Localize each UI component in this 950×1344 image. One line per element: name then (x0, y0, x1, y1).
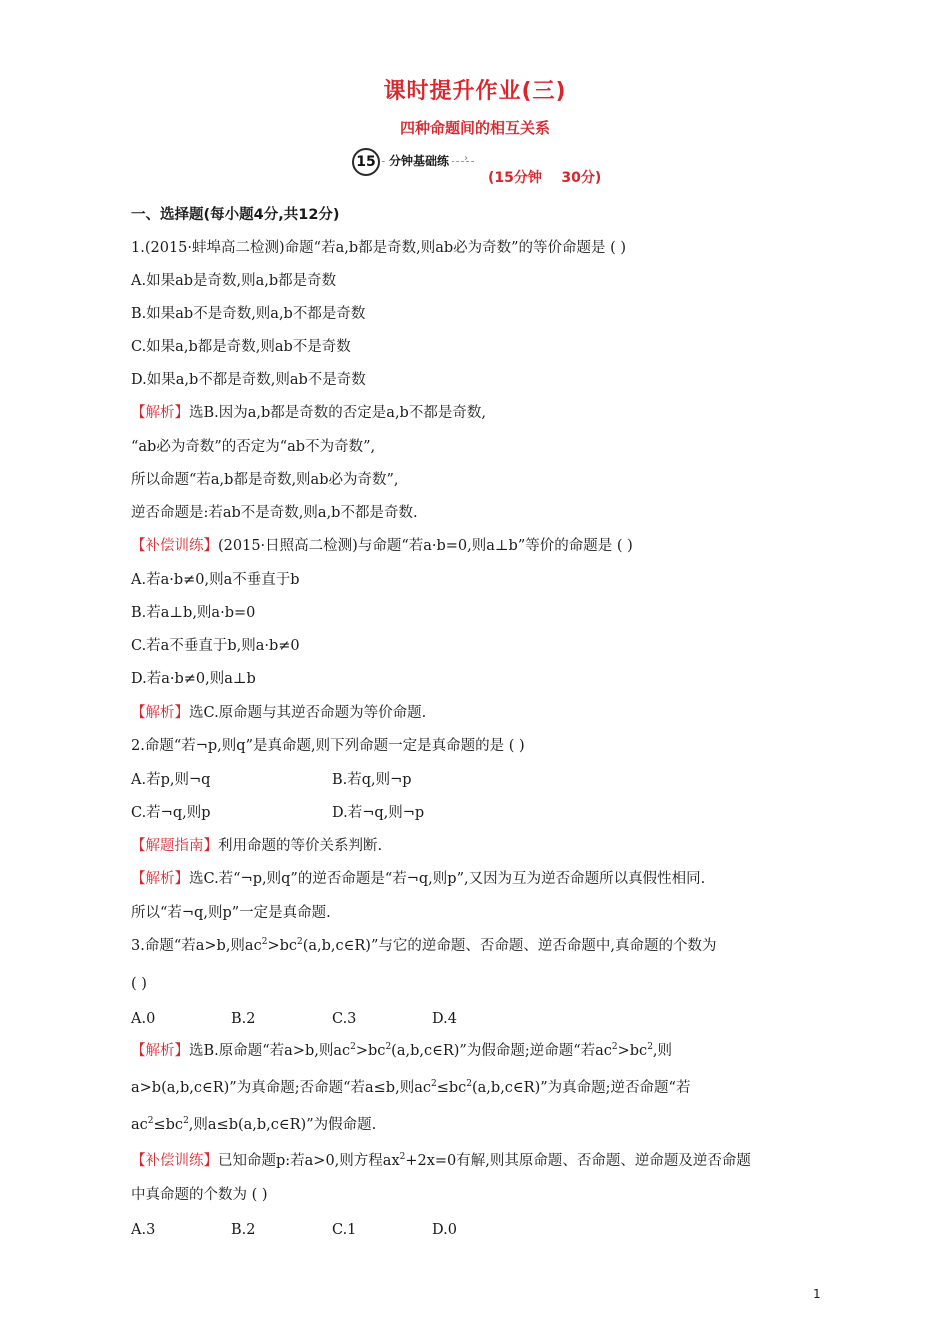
q3-option-b: B.2 (231, 1011, 256, 1027)
q2-option-c: C.若¬q,则p (131, 805, 211, 821)
analysis-tag: 【解析】 (131, 1043, 189, 1059)
q2-option-a: A.若p,则¬q (131, 772, 211, 788)
q3-option-a: A.0 (131, 1011, 156, 1027)
q1-analysis-line-4: 逆否命题是:若ab不是奇数,则a,b不都是奇数. (131, 505, 418, 521)
extra-tag: 【补偿训练】 (131, 538, 218, 554)
badge-number: 15 (352, 148, 380, 176)
section-badge (352, 148, 474, 176)
superscript: 2 (466, 1079, 472, 1090)
chevron-right-icon: › (464, 153, 468, 164)
q1-analysis-line-2: “ab必为奇数”的否定为“ab不为奇数”, (131, 439, 376, 455)
analysis-text: >bc (355, 1043, 386, 1059)
q3-stem-part: >bc (267, 938, 297, 954)
extra1-option-a: A.若a·b≠0,则a不垂直于b (131, 572, 300, 588)
q2-analysis-line-2: 所以“若¬q,则p”一定是真命题. (131, 905, 331, 921)
analysis-text: 选B.原命题“若a>b,则ac (189, 1043, 351, 1059)
superscript: 2 (261, 937, 268, 948)
analysis-text: 选B.因为a,b都是奇数的否定是a,b不都是奇数, (189, 405, 486, 421)
badge-label: 分钟基础练 (386, 153, 452, 169)
extra1-option-b: B.若a⊥b,则a·b=0 (131, 605, 256, 621)
extra-stem-text: (2015·日照高二检测)与命题“若a·b=0,则a⊥b”等价的命题是 ( ) (218, 538, 633, 554)
q1-option-c: C.如果a,b都是奇数,则ab不是奇数 (131, 339, 351, 355)
analysis-text: 选C.若“¬p,则q”的逆否命题是“若¬q,则p”,又因为互为逆否命题所以真假性相同. (189, 871, 706, 887)
superscript: 2 (385, 1042, 392, 1053)
q3-option-d: D.4 (432, 1011, 457, 1027)
extra-stem-text: +2x=0有解,则其原命题、否命题、逆命题及逆否命题 (405, 1153, 751, 1169)
extra1-stem (131, 535, 633, 557)
analysis-tag: 【解析】 (131, 705, 189, 721)
analysis-text: 选C.原命题与其逆否命题为等价命题. (189, 705, 427, 721)
q2-option-d: D.若¬q,则¬p (332, 805, 425, 821)
q1-analysis (131, 402, 486, 424)
q3-analysis (131, 1040, 672, 1062)
superscript: 2 (430, 1079, 437, 1090)
analysis-text: (a,b,c∈R)”为假命题;逆命题“若ac (391, 1043, 612, 1059)
section-heading: 一、选择题(每小题4分,共12分) (131, 207, 340, 223)
extra1-option-c: C.若a不垂直于b,则a·b≠0 (131, 638, 300, 654)
extra-tag: 【补偿训练】 (131, 1153, 218, 1169)
analysis-text: >bc (617, 1043, 648, 1059)
analysis-tag: 【解析】 (131, 871, 189, 887)
analysis-text: a>b(a,b,c∈R)”为真命题;否命题“若a≤b,则ac (131, 1080, 431, 1096)
analysis-text: ,则a≤b(a,b,c∈R)”为假命题. (188, 1117, 377, 1133)
superscript: 2 (611, 1042, 618, 1053)
analysis-text: (a,b,c∈R)”为真命题;逆否命题“若 (472, 1080, 691, 1096)
extra-stem-text: 已知命题p:若a>0,则方程ax (218, 1153, 400, 1169)
extra2-stem-line-2: 中真命题的个数为 ( ) (131, 1187, 268, 1203)
guide-tag: 【解题指南】 (131, 838, 218, 854)
extra2-option-b: B.2 (231, 1222, 256, 1238)
extra2-option-a: A.3 (131, 1222, 156, 1238)
q3-option-c: C.3 (332, 1011, 357, 1027)
q2-analysis (131, 868, 705, 890)
page-number: 1 (813, 1287, 821, 1301)
q3-stem (131, 935, 717, 957)
q3-answer-paren: ( ) (131, 976, 147, 992)
analysis-text: ac (131, 1117, 148, 1133)
q1-option-d: D.如果a,b不都是奇数,则ab不是奇数 (131, 372, 366, 388)
q2-option-b: B.若q,则¬p (332, 772, 412, 788)
guide-text: 利用命题的等价关系判断. (218, 838, 383, 854)
q2-stem: 2.命题“若¬p,则q”是真命题,则下列命题一定是真命题的是 ( ) (131, 738, 525, 754)
extra2-option-d: D.0 (432, 1222, 457, 1238)
q1-stem: 1.(2015·蚌埠高二检测)命题“若a,b都是奇数,则ab必为奇数”的等价命题是 ( ) (131, 240, 627, 256)
q1-option-b: B.如果ab不是奇数,则a,b不都是奇数 (131, 306, 366, 322)
analysis-text: ≤bc (153, 1117, 184, 1133)
page-subtitle: 四种命题间的相互关系 (399, 119, 550, 137)
superscript: 2 (399, 1152, 406, 1163)
superscript: 2 (183, 1116, 189, 1127)
superscript: 2 (647, 1042, 653, 1053)
extra2-option-c: C.1 (332, 1222, 357, 1238)
analysis-text: ,则 (652, 1043, 673, 1059)
superscript: 2 (350, 1042, 356, 1053)
q2-guide (131, 835, 382, 857)
q3-analysis-line-3 (131, 1114, 376, 1136)
analysis-tag: 【解析】 (131, 405, 189, 421)
q3-analysis-line-2 (131, 1077, 690, 1099)
q3-stem-part: 3.命题“若a>b,则ac (131, 938, 262, 954)
extra1-option-d: D.若a·b≠0,则a⊥b (131, 671, 256, 687)
page-title: 课时提升作业(三) (383, 79, 567, 104)
superscript: 2 (147, 1116, 154, 1127)
superscript: 2 (297, 937, 303, 948)
extra1-analysis (131, 702, 426, 724)
extra2-stem (131, 1150, 751, 1172)
q3-stem-part: (a,b,c∈R)”与它的逆命题、否命题、逆否命题中,真命题的个数为 (302, 938, 717, 954)
analysis-text: ≤bc (436, 1080, 467, 1096)
time-note: (15分钟 30分) (488, 170, 602, 186)
q1-option-a: A.如果ab是奇数,则a,b都是奇数 (131, 273, 337, 289)
q1-analysis-line-3: 所以命题“若a,b都是奇数,则ab必为奇数”, (131, 472, 399, 488)
